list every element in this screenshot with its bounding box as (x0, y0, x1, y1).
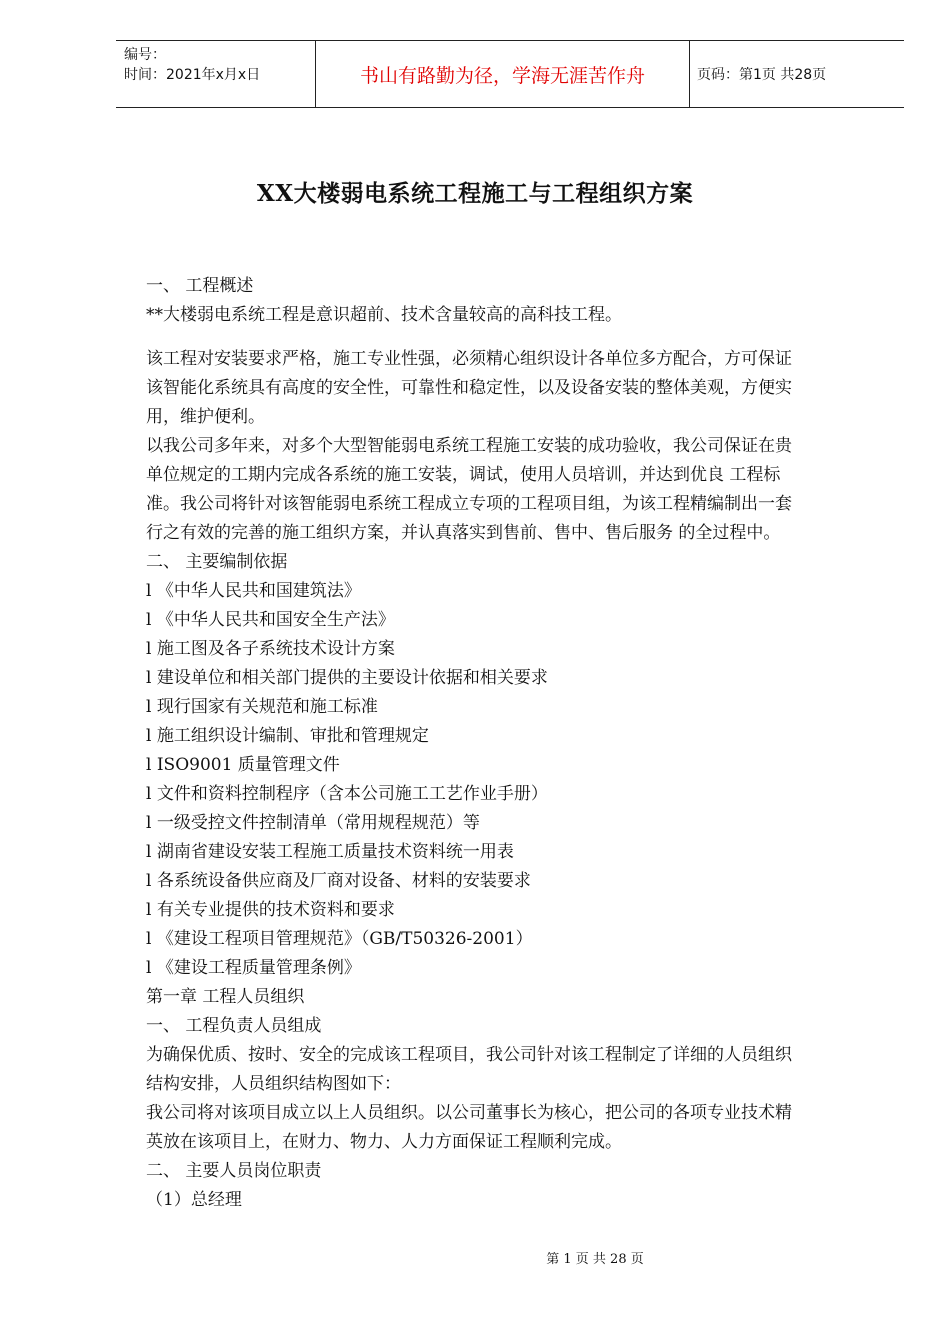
text-line: l 各系统设备供应商及厂商对设备、材料的安装要求 (146, 871, 531, 891)
text-line: 该工程对安装要求严格，施工专业性强，必须精心组织设计各单位多方配合，方可保证 (146, 349, 792, 369)
text-line: 该智能化系统具有高度的安全性，可靠性和稳定性，以及设备安装的整体美观，方便实 (146, 378, 792, 398)
text-line: l 《建设工程质量管理条例》 (146, 958, 361, 978)
text-line: 二、 主要编制依据 (146, 552, 288, 572)
header-motto: 书山有路勤为径，学海无涯苦作舟 (316, 41, 690, 107)
text-line: l 施工组织设计编制、审批和管理规定 (146, 726, 429, 746)
text-line: 用，维护便利。 (146, 407, 265, 427)
text-line: 一、 工程概述 (146, 276, 254, 296)
document-body (146, 272, 876, 1215)
text-line: 我公司将对该项目成立以上人员组织。以公司董事长为核心，把公司的各项专业技术精 (146, 1103, 792, 1123)
text-line: 结构安排，人员组织结构图如下： (146, 1074, 401, 1094)
text-line: l 《中华人民共和国建筑法》 (146, 581, 361, 601)
text-line: 二、 主要人员岗位职责 (146, 1161, 322, 1181)
text-line: l 湖南省建设安装工程施工质量技术资料统一用表 (146, 842, 514, 862)
text-line: l 《中华人民共和国安全生产法》 (146, 610, 395, 630)
text-line: 单位规定的工期内完成各系统的施工安装，调试，使用人员培训，并达到优良 工程标 (146, 465, 781, 485)
header-meta (116, 41, 316, 107)
document-title: XX大楼弱电系统工程施工与工程组织方案 (256, 180, 694, 207)
page-header (116, 40, 904, 108)
text-line: l 文件和资料控制程序（含本公司施工工艺作业手册） (146, 784, 548, 804)
text-line: l 施工图及各子系统技术设计方案 (146, 639, 395, 659)
text-line: l ISO9001 质量管理文件 (146, 755, 340, 775)
text-line: 为确保优质、按时、安全的完成该工程项目，我公司针对该工程制定了详细的人员组织 (146, 1045, 792, 1065)
text-line: **大楼弱电系统工程是意识超前、技术含量较高的高科技工程。 (146, 305, 622, 325)
text-line: l 现行国家有关规范和施工标准 (146, 697, 378, 717)
paragraph-gap (146, 330, 876, 345)
text-line: 准。我公司将针对该智能弱电系统工程成立专项的工程项目组，为该工程精编制出一套 (146, 494, 792, 514)
page-footer: 第 1 页 共 28 页 (546, 1252, 644, 1267)
text-line: 第一章 工程人员组织 (146, 987, 305, 1007)
text-line: 行之有效的完善的施工组织方案，并认真落实到售前、售中、售后服务 的全过程中。 (146, 523, 781, 543)
text-line: 英放在该项目上，在财力、物力、人力方面保证工程顺利完成。 (146, 1132, 622, 1152)
text-line: l 有关专业提供的技术资料和要求 (146, 900, 395, 920)
header-page-info: 页码：第1页 共28页 (697, 67, 827, 83)
text-line: 以我公司多年来，对多个大型智能弱电系统工程施工安装的成功验收，我公司保证在贵 (146, 436, 792, 456)
text-line: l 建设单位和相关部门提供的主要设计依据和相关要求 (146, 668, 548, 688)
text-line: （1）总经理 (146, 1190, 242, 1210)
text-line: l 《建设工程项目管理规范》（GB/T50326-2001） (146, 929, 533, 949)
header-number: 编号： (124, 47, 166, 63)
text-line: l 一级受控文件控制清单（常用规程规范）等 (146, 813, 480, 833)
text-line: 一、 工程负责人员组成 (146, 1016, 322, 1036)
header-time: 时间：2021年x月x日 (124, 67, 261, 83)
